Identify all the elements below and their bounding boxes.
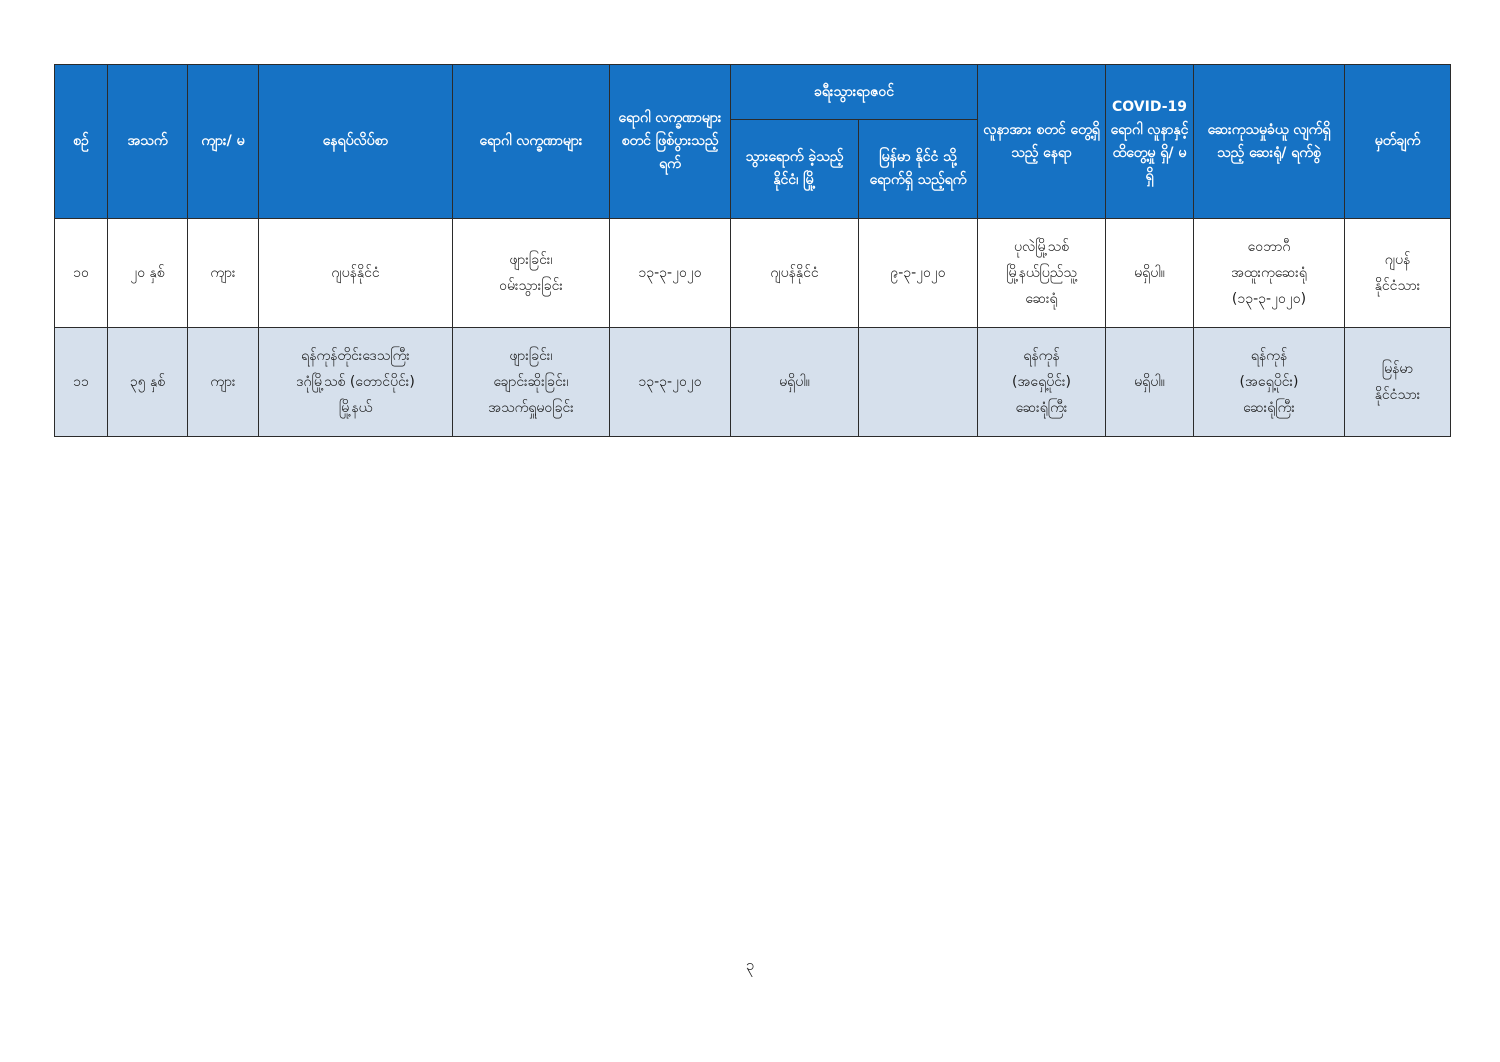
found-place-line: ဆေးရုံကြီး — [1015, 400, 1068, 416]
cell-arrival-date: ၉-၃-၂၀၂၀ — [859, 219, 978, 328]
symptom-line: ဖျားခြင်း၊ — [509, 348, 553, 364]
cell-sex: ကျား — [188, 328, 259, 437]
covid-cases-table — [54, 64, 1451, 437]
header-travel-country: သွားရောက် ခဲ့သည့် နိုင်ငံ၊ မြို့ — [731, 120, 859, 219]
cell-address — [259, 328, 453, 437]
found-place-line: ဆေးရုံ — [1025, 291, 1058, 307]
cell-contact: မရှိပါ။ — [1106, 219, 1194, 328]
cell-no: ၁၁ — [55, 328, 108, 437]
header-no: စဉ် — [55, 65, 108, 219]
cell-onset-date: ၁၃-၃-၂၀၂၀ — [610, 219, 731, 328]
address-line: မြို့နယ် — [338, 400, 373, 416]
header-hospital: ဆေးကုသမှုခံယူ လျက်ရှိသည့် ဆေးရုံ/ ရက်စွဲ — [1194, 65, 1345, 219]
cell-address — [259, 219, 453, 328]
header-onset-date: ရောဂါ လက္ခဏာများ စတင် ဖြစ်ပွားသည့် ရက် — [610, 65, 731, 219]
symptom-line: အသက်ရှူမဝခြင်း — [488, 400, 574, 416]
cell-found-place — [978, 219, 1106, 328]
found-place-line: မြို့နယ်ပြည်သူ့ — [1006, 265, 1077, 281]
page-number: ၃ — [745, 956, 755, 974]
cell-arrival-date — [859, 328, 978, 437]
cell-remarks — [1345, 328, 1451, 437]
header-symptoms: ရောဂါ လက္ခဏာများ — [453, 65, 610, 219]
hospital-line: အထူးကုဆေးရုံ — [1231, 265, 1307, 281]
remarks-line: နိုင်ငံသား — [1374, 387, 1421, 403]
cell-found-place — [978, 328, 1106, 437]
cell-travel-country: မရှိပါ။ — [731, 328, 859, 437]
cell-age: ၂၀ နှစ် — [108, 219, 188, 328]
cell-symptoms — [453, 219, 610, 328]
cell-remarks — [1345, 219, 1451, 328]
cell-hospital — [1194, 328, 1345, 437]
header-age: အသက် — [108, 65, 188, 219]
remarks-line: မြန်မာ — [1381, 361, 1414, 377]
header-travel-history: ခရီးသွားရာဇဝင် — [731, 65, 978, 120]
cell-contact: မရှိပါ။ — [1106, 328, 1194, 437]
header-found-place: လူနာအား စတင် တွေ့ရှိသည့် နေရာ — [978, 65, 1106, 219]
symptom-line: ဖျားခြင်း၊ — [509, 252, 553, 268]
header-sex: ကျား/ မ — [188, 65, 259, 219]
hospital-line: ဝေဘာဂီ — [1247, 239, 1291, 255]
cell-sex: ကျား — [188, 219, 259, 328]
header-remarks: မှတ်ချက် — [1345, 65, 1451, 219]
cell-age: ၃၅ နှစ် — [108, 328, 188, 437]
address-line: ဒဂုံမြို့သစ် (တောင်ပိုင်း) — [296, 374, 415, 390]
found-place-line: (အရှေ့ပိုင်း) — [1012, 374, 1071, 390]
found-place-line: ရန်ကုန် — [1023, 348, 1060, 364]
hospital-line: ရန်ကုန် — [1250, 348, 1288, 364]
table-row — [55, 328, 1451, 437]
header-address: နေရပ်လိပ်စာ — [259, 65, 453, 219]
hospital-line: (၁၃-၃-၂၀၂၀) — [1231, 291, 1307, 307]
table-header — [55, 65, 1451, 219]
table-body — [55, 219, 1451, 437]
cell-onset-date: ၁၃-၃-၂၀၂၀ — [610, 328, 731, 437]
address-line: ရန်ကုန်တိုင်းဒေသကြီး — [301, 348, 410, 364]
remarks-line: နိုင်ငံသား — [1374, 278, 1421, 294]
cell-hospital — [1194, 219, 1345, 328]
cell-symptoms — [453, 328, 610, 437]
cell-no: ၁၀ — [55, 219, 108, 328]
address-line: ဂျပန်နိုင်ငံ — [331, 265, 380, 281]
found-place-line: ပုလဲမြို့သစ် — [1013, 239, 1070, 255]
symptom-line: ချောင်းဆိုးခြင်း၊ — [493, 374, 569, 390]
header-arrival-date: မြန်မာ နိုင်ငံ သို့ ရောက်ရှိ သည့်ရက် — [859, 120, 978, 219]
symptom-line: ဝမ်းသွားခြင်း — [499, 278, 563, 294]
table-row — [55, 219, 1451, 328]
remarks-line: ဂျပန် — [1384, 252, 1411, 268]
cell-travel-country: ဂျပန်နိုင်ငံ — [731, 219, 859, 328]
hospital-line: (အရှေ့ပိုင်း) — [1239, 374, 1299, 390]
header-contact: COVID-19 ရောဂါ လူနာနှင့် ထိတွေ့မှု ရှိ/ မရှိ — [1106, 65, 1194, 219]
hospital-line: ဆေးရုံကြီး — [1243, 400, 1295, 416]
